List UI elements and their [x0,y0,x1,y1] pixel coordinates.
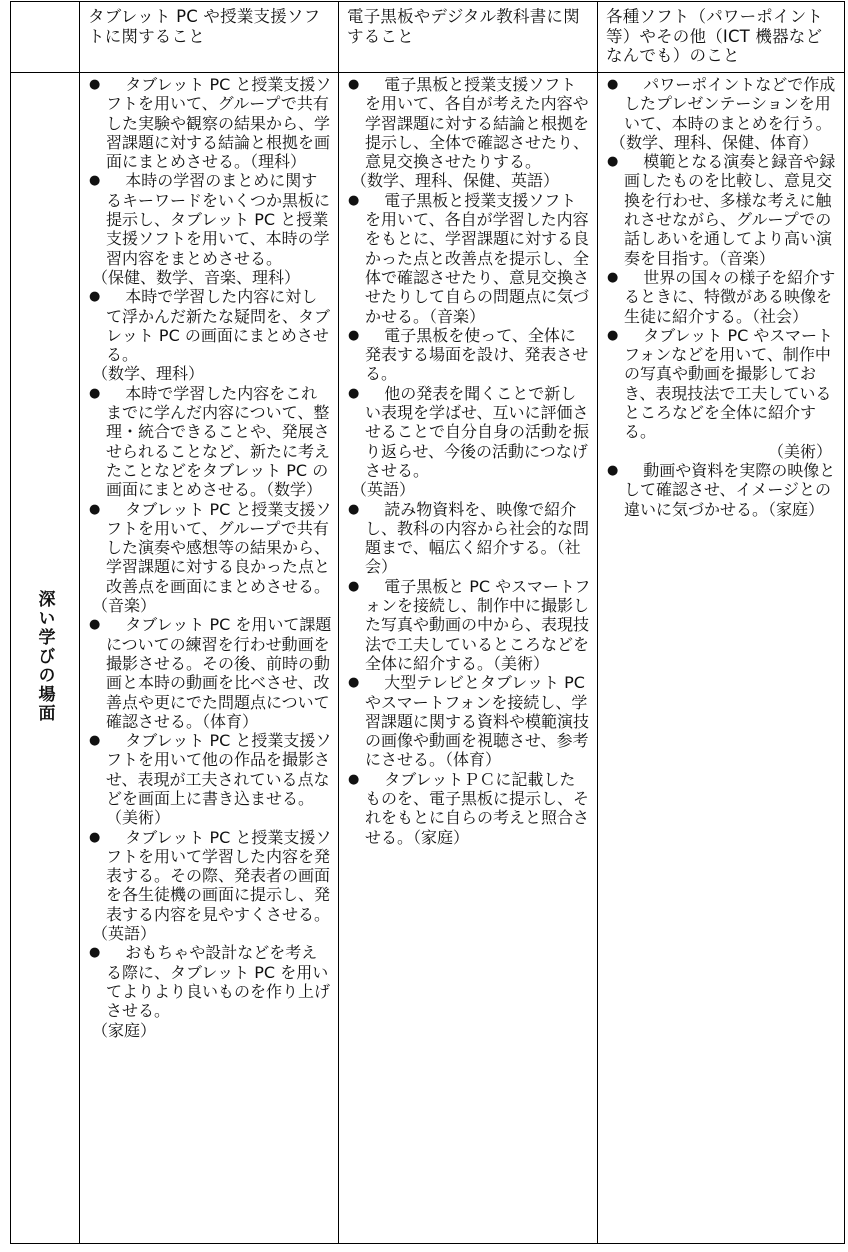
subject-note: （数学、理科、保健、体育） [610,132,819,152]
list-item-text: 本時で学習した内容に対して浮かんだ新たな疑問を、タブレット PC の画面にまとめさせる。 [106,287,331,365]
list-item-text: 電子黒板と授業支援ソフトを用いて、各自が考えた内容や学習課題に対する結論と根拠を提示し、全体で確認させたり、意見交換させたりする。 [365,75,590,172]
list-item-text: パワーポイントなどで作成したプレゼンテーションを用いて、本時のまとめを行う。 [624,75,836,133]
list-item-text: タブレット PC やスマートフォンなどを用いて、制作中の写真や動画を撮影しておき、表現技法で工夫しているところなどを全体に紹介する。 [624,325,834,442]
list-item-text: タブレット PC と授業支援ソフトを用いて学習した内容を発表する。その際、発表者の画面を各生徒機の画面に提示し、発表する内容を見やすくさせる。 [106,827,332,924]
list-item [347,673,591,769]
list-item-text: タブレットＰＣに記載したものを、電子黒板に提示し、それをもとに自らの考えと照合させる。（家庭） [365,769,590,847]
bullet-icon: ● [607,462,619,478]
list-item [88,731,332,827]
bullet-icon: ● [89,617,101,633]
list-item [88,384,332,500]
list-item-text: 電子黒板と授業支援ソフトを用いて、各自が学習した内容をもとに、学習課題に対する良かった点と改善点を提示し、全体で確認させたり、意見交換させたりして自らの問題点に気づかせる。（音楽） [365,190,590,326]
list-item-text: おもちゃや設計などを考える際に、タブレット PC を用いてよりより良いものを作り上げさせる。 [106,943,331,1021]
list-item-text: 電子黒板を使って、全体に発表する場面を設け、発表させる。 [365,325,589,384]
row-label: 深い学びの場面 [34,589,55,723]
header-corner-cell [11,2,80,73]
bullet-icon: ● [89,829,101,845]
subject-note: （英語） [92,924,157,944]
bullet-icon: ● [89,385,101,401]
header-software-text: 各種ソフト（パワーポイント等）やその他（ICT 機器などなんでも）のこと [606,7,824,65]
list-item [606,268,838,326]
row-label-cell [11,73,80,1244]
list-item [347,577,591,673]
bullet-icon: ● [348,192,360,208]
list-item [88,500,332,596]
deep-learning-row [11,73,845,1244]
bullet-icon: ● [89,173,101,189]
list-item-text: 大型テレビとタブレット PC やスマートフォンを接続し、学習課題に関する資料や模範演技の画像や動画を視聴させ、参考にさせる。（体育） [365,673,590,770]
software-list [598,73,844,519]
list-item-text: 他の発表を聞くことで新しい表現を学ばせ、互いに評価させることで自分自身の活動を振り返らせ、今後の活動につなげさせる。 [365,383,590,480]
list-item-text: 模範となる演奏と録音や録画したものを比較し、意見交換を行わせ、多様な考えに触れさせながら、グループでの話しあいを通してより高い演奏を目指す。（音楽） [624,152,836,268]
list-item [88,943,332,1020]
subject-note: （家庭） [92,1020,157,1040]
header-cell-tablet [80,2,339,73]
subject-note: （数学、理科） [92,364,205,384]
header-tablet-text: タブレット PC や授業支援ソフトに関すること [88,7,321,46]
list-item [88,75,332,171]
list-item-text: タブレット PC と授業支援ソフトを用いて他の作品を撮影させ、表現が工夫されている点などを画面上に書き込ませる。（美術） [106,731,332,828]
bullet-icon: ● [348,675,360,691]
subject-note: （英語） [351,480,416,500]
list-item [347,384,591,480]
bullet-icon: ● [89,289,101,305]
blackboard-list [339,73,597,847]
bullet-icon: ● [89,77,101,92]
ict-usage-table [10,1,845,1244]
bullet-icon: ● [348,77,360,92]
list-item [347,326,591,384]
list-item-text: タブレット PC と授業支援ソフトを用いて、グループで共有した演奏や感想等の結果から、学習課題に対する良かった点と改善点を画面にまとめさせる。 [106,499,332,596]
bullet-icon: ● [607,269,619,285]
blackboard-cell [339,73,598,1244]
list-item-text: 世界の国々の様子を紹介するときに、特徴がある映像を生徒に紹介する。（社会） [624,267,836,326]
list-item-text: 本時で学習した内容をこれまでに学んだ内容について、整理・統合できることや、発展させられることなど、新たに考えたことなどをタブレット PC の画面にまとめさせる。（数学） [106,383,331,500]
subject-note: （数学、理科、保健、英語） [351,171,560,191]
list-item [606,461,838,519]
subject-note: （音楽） [92,596,157,616]
bullet-icon: ● [348,578,360,594]
list-item [347,75,591,171]
list-item [88,615,332,731]
list-item [347,770,591,847]
bullet-icon: ● [607,327,619,343]
list-item-text: 読み物資料を、映像で紹介し、教科の内容から社会的な問題まで、幅広く紹介する。（社会） [365,499,590,577]
list-item [606,326,838,442]
subject-note: （美術） [767,441,832,461]
list-item [88,828,332,924]
bullet-icon: ● [348,771,360,787]
list-item-text: 電子黒板と PC やスマートフォンを接続し、制作中に撮影した写真や動画の中から、表現技法で工夫しているところなどを全体に紹介する。（美術） [365,576,591,673]
header-cell-software [598,2,845,73]
bullet-icon: ● [89,501,101,517]
bullet-icon: ● [348,501,360,517]
header-cell-blackboard [339,2,598,73]
subject-note: （保健、数学、音楽、理科） [92,267,301,287]
bullet-icon: ● [89,733,101,749]
list-item [606,75,838,133]
tablet-cell [80,73,339,1244]
header-row [11,2,845,73]
list-item-text: 動画や資料を実際の映像として確認させ、イメージとの違いに気づかせる。（家庭） [624,460,836,519]
bullet-icon: ● [607,154,619,170]
list-item-text: タブレット PC と授業支援ソフトを用いて、グループで共有した実験や観察の結果から、学習課題に対する結論と根拠を画面にまとめさせる。（理科） [106,75,332,172]
bullet-icon: ● [348,385,360,401]
header-blackboard-text: 電子黒板やデジタル教科書に関すること [347,7,580,46]
bullet-icon: ● [348,327,360,343]
list-item [347,191,591,326]
tablet-list [80,73,338,1040]
list-item [347,500,591,577]
bullet-icon: ● [607,77,619,92]
bullet-icon: ● [89,945,101,961]
list-item-text: 本時の学習のまとめに関するキーワードをいくつか黒板に提示し、タブレット PC と授業支援ソフトを用いて、本時の学習内容をまとめさせる。 [106,171,331,268]
list-item [606,152,838,268]
list-item-text: タブレット PC を用いて課題についての練習を行わせ動画を撮影させる。その後、前時の動画と本時の動画を比べさせ、改善点や更にでた問題点について確認させる。（体育） [106,615,332,731]
list-item [88,171,332,267]
software-cell [598,73,845,1244]
list-item [88,287,332,364]
